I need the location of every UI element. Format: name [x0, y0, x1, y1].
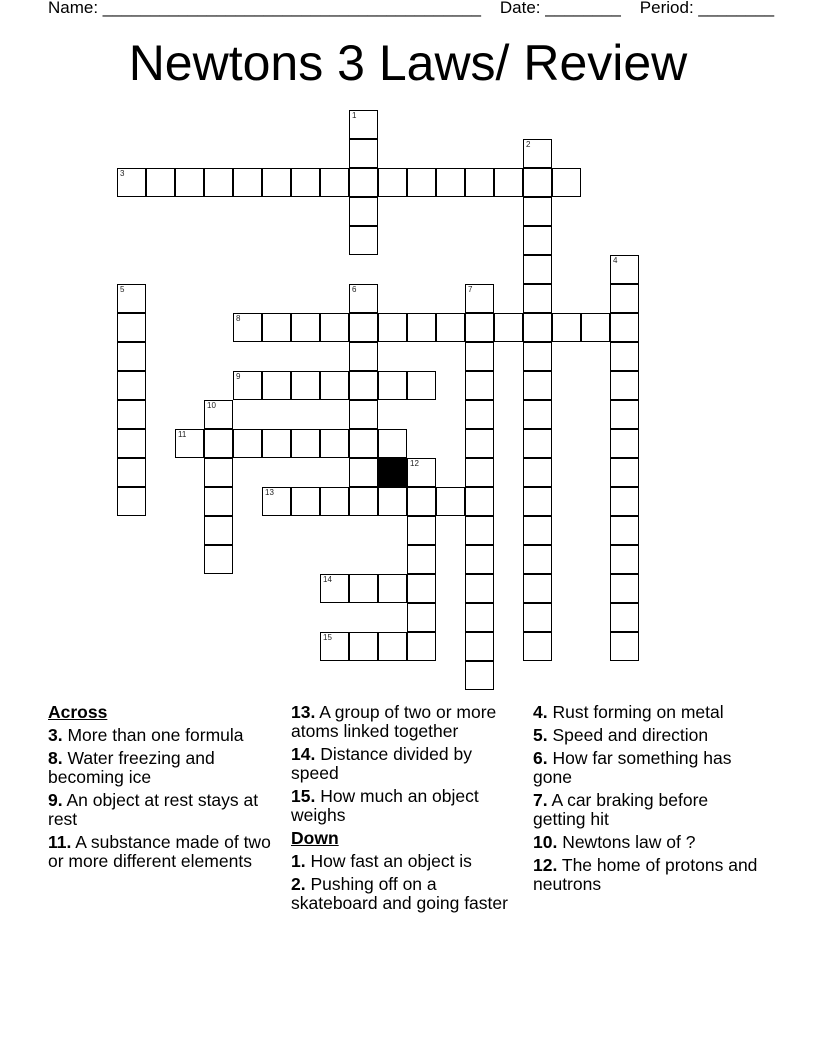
- crossword-cell[interactable]: [465, 574, 494, 603]
- clue-text: Distance divided by speed: [291, 744, 472, 783]
- crossword-cell[interactable]: [349, 487, 378, 516]
- crossword-cell[interactable]: [523, 197, 552, 226]
- crossword-cell[interactable]: [349, 400, 378, 429]
- crossword-cell[interactable]: [407, 516, 436, 545]
- clue-number: 6.: [533, 748, 548, 768]
- clue-text: How much an object weighs: [291, 786, 479, 825]
- crossword-cell[interactable]: [204, 487, 233, 516]
- crossword-cell[interactable]: [262, 313, 291, 342]
- clue-text: How far something has gone: [533, 748, 732, 787]
- crossword-cell[interactable]: [610, 429, 639, 458]
- crossword-cell[interactable]: [523, 458, 552, 487]
- crossword-cell[interactable]: [320, 371, 349, 400]
- clue-number-label: 10: [207, 401, 216, 410]
- crossword-cell[interactable]: [233, 429, 262, 458]
- clue-down-2: [291, 875, 521, 913]
- clue-number: 15.: [291, 786, 316, 806]
- crossword-cell[interactable]: [320, 168, 349, 197]
- crossword-cell[interactable]: [465, 487, 494, 516]
- crossword-cell[interactable]: [407, 458, 436, 487]
- crossword-cell[interactable]: [320, 574, 349, 603]
- crossword-cell[interactable]: [117, 400, 146, 429]
- crossword-cell[interactable]: [117, 313, 146, 342]
- clue-number: 14.: [291, 744, 316, 764]
- clue-across-13: [291, 703, 521, 741]
- clue-down-5: [533, 726, 763, 745]
- crossword-cell[interactable]: [465, 661, 494, 690]
- clue-across-11: [48, 833, 278, 871]
- crossword-cell[interactable]: [349, 110, 378, 139]
- crossword-cell[interactable]: [117, 168, 146, 197]
- crossword-cell[interactable]: [117, 487, 146, 516]
- crossword-cell[interactable]: [378, 632, 407, 661]
- crossword-cell[interactable]: [523, 632, 552, 661]
- clue-text: More than one formula: [62, 725, 244, 745]
- crossword-cell[interactable]: [204, 429, 233, 458]
- page-title: Newtons 3 Laws/ Review: [128, 35, 688, 91]
- crossword-cell[interactable]: [494, 313, 523, 342]
- crossword-cell[interactable]: [465, 603, 494, 632]
- crossword-cell[interactable]: [175, 168, 204, 197]
- crossword-cell[interactable]: [117, 284, 146, 313]
- clue-number-label: 8: [236, 314, 241, 323]
- crossword-cell[interactable]: [349, 632, 378, 661]
- clue-number-label: 4: [613, 256, 618, 265]
- crossword-cell[interactable]: [117, 342, 146, 371]
- crossword-cell[interactable]: [610, 603, 639, 632]
- crossword-cell[interactable]: [523, 400, 552, 429]
- date-field-label: Date: ________: [499, 0, 621, 17]
- crossword-cell[interactable]: [523, 168, 552, 197]
- clue-text: The home of protons and neutrons: [533, 855, 758, 894]
- crossword-cell[interactable]: [117, 429, 146, 458]
- crossword-cell[interactable]: [349, 342, 378, 371]
- crossword-cell[interactable]: [407, 168, 436, 197]
- crossword-cell[interactable]: [117, 458, 146, 487]
- across-heading: Across: [48, 702, 108, 722]
- crossword-cell[interactable]: [610, 574, 639, 603]
- crossword-cell[interactable]: [262, 371, 291, 400]
- clue-number: 10.: [533, 832, 558, 852]
- clue-text: Pushing off on a skateboard and going faster: [291, 874, 508, 913]
- crossword-cell[interactable]: [465, 313, 494, 342]
- crossword-cell[interactable]: [465, 400, 494, 429]
- crossword-cell[interactable]: [610, 458, 639, 487]
- crossword-cell[interactable]: [465, 371, 494, 400]
- crossword-cell[interactable]: [204, 400, 233, 429]
- down-heading: Down: [291, 828, 339, 848]
- clue-text: A group of two or more atoms linked together: [291, 702, 497, 741]
- crossword-cell[interactable]: [349, 226, 378, 255]
- crossword-cell[interactable]: [378, 429, 407, 458]
- clue-number-label: 11: [178, 430, 187, 439]
- crossword-cell[interactable]: [523, 429, 552, 458]
- crossword-cell[interactable]: [494, 168, 523, 197]
- crossword-cell[interactable]: [407, 632, 436, 661]
- crossword-cell[interactable]: [378, 371, 407, 400]
- crossword-cell[interactable]: [610, 313, 639, 342]
- clue-text: Water freezing and becoming ice: [48, 748, 215, 787]
- crossword-cell[interactable]: [610, 487, 639, 516]
- crossword-cell[interactable]: [233, 313, 262, 342]
- crossword-cell[interactable]: [523, 139, 552, 168]
- clue-number: 3.: [48, 725, 63, 745]
- crossword-cell[interactable]: [233, 371, 262, 400]
- crossword-cell[interactable]: [436, 313, 465, 342]
- crossword-cell[interactable]: [407, 545, 436, 574]
- crossword-cell[interactable]: [349, 574, 378, 603]
- crossword-cell[interactable]: [465, 168, 494, 197]
- crossword-cell[interactable]: [349, 458, 378, 487]
- crossword-cell[interactable]: [523, 574, 552, 603]
- crossword-cell[interactable]: [407, 487, 436, 516]
- crossword-cell[interactable]: [291, 429, 320, 458]
- clue-number: 8.: [48, 748, 63, 768]
- crossword-cell[interactable]: [523, 255, 552, 284]
- crossword-cell[interactable]: [320, 313, 349, 342]
- clue-number-label: 15: [323, 633, 332, 642]
- crossword-cell[interactable]: [465, 516, 494, 545]
- clue-number-label: 9: [236, 372, 241, 381]
- crossword-cell[interactable]: [320, 429, 349, 458]
- clue-number: 1.: [291, 851, 306, 871]
- crossword-cell[interactable]: [407, 574, 436, 603]
- crossword-cell[interactable]: [610, 400, 639, 429]
- black-cell: [378, 458, 407, 487]
- crossword-cell[interactable]: [291, 168, 320, 197]
- crossword-cell[interactable]: [523, 545, 552, 574]
- crossword-cell[interactable]: [610, 284, 639, 313]
- clue-number: 13.: [291, 702, 316, 722]
- clue-number: 2.: [291, 874, 306, 894]
- crossword-cell[interactable]: [320, 487, 349, 516]
- crossword-cell[interactable]: [349, 168, 378, 197]
- crossword-cell[interactable]: [610, 371, 639, 400]
- crossword-cell[interactable]: [349, 197, 378, 226]
- crossword-cell[interactable]: [552, 313, 581, 342]
- clue-text: An object at rest stays at rest: [48, 790, 259, 829]
- crossword-cell[interactable]: [146, 168, 175, 197]
- crossword-cell[interactable]: [465, 284, 494, 313]
- crossword-cell[interactable]: [610, 545, 639, 574]
- crossword-cell[interactable]: [349, 371, 378, 400]
- clues-column-1: [48, 703, 278, 875]
- crossword-cell[interactable]: [175, 429, 204, 458]
- clue-number-label: 7: [468, 285, 473, 294]
- clue-number-label: 6: [352, 285, 357, 294]
- crossword-cell[interactable]: [610, 342, 639, 371]
- clue-text: Speed and direction: [547, 725, 709, 745]
- clue-number: 12.: [533, 855, 558, 875]
- crossword-cell[interactable]: [262, 168, 291, 197]
- crossword-cell[interactable]: [610, 255, 639, 284]
- crossword-cell[interactable]: [465, 429, 494, 458]
- crossword-cell[interactable]: [262, 429, 291, 458]
- clue-across-3: [48, 726, 278, 745]
- clue-number: 9.: [48, 790, 63, 810]
- crossword-cell[interactable]: [291, 313, 320, 342]
- clue-text: A car braking before getting hit: [533, 790, 709, 829]
- crossword-cell[interactable]: [117, 371, 146, 400]
- crossword-cell[interactable]: [204, 458, 233, 487]
- crossword-cell[interactable]: [378, 487, 407, 516]
- clue-text: Newtons law of ?: [557, 832, 696, 852]
- crossword-cell[interactable]: [407, 371, 436, 400]
- crossword-cell[interactable]: [233, 168, 262, 197]
- clue-across-14: [291, 745, 521, 783]
- clue-down-12: [533, 856, 763, 894]
- clue-number: 5.: [533, 725, 548, 745]
- clue-text: Rust forming on metal: [547, 702, 724, 722]
- clue-number-label: 13: [265, 488, 274, 497]
- crossword-cell[interactable]: [320, 632, 349, 661]
- crossword-cell[interactable]: [349, 284, 378, 313]
- crossword-cell[interactable]: [465, 342, 494, 371]
- clue-across-15: [291, 787, 521, 825]
- crossword-cell[interactable]: [291, 371, 320, 400]
- crossword-cell[interactable]: [436, 487, 465, 516]
- crossword-cell[interactable]: [552, 168, 581, 197]
- crossword-cell[interactable]: [436, 168, 465, 197]
- clue-down-10: [533, 833, 763, 852]
- crossword-cell[interactable]: [523, 342, 552, 371]
- crossword-cell[interactable]: [407, 313, 436, 342]
- clue-number: 11.: [48, 832, 72, 852]
- clue-across-8: [48, 749, 278, 787]
- clue-number-label: 12: [410, 459, 419, 468]
- clue-number: 7.: [533, 790, 548, 810]
- clue-text: How fast an object is: [305, 851, 472, 871]
- clue-number-label: 3: [120, 169, 125, 178]
- clues-column-2: [291, 703, 521, 917]
- clue-down-1: [291, 852, 521, 871]
- crossword-cell[interactable]: [378, 313, 407, 342]
- crossword-cell[interactable]: [581, 313, 610, 342]
- crossword-cell[interactable]: [349, 139, 378, 168]
- clues-column-3: [533, 703, 763, 898]
- clue-number-label: 2: [526, 140, 531, 149]
- crossword-cell[interactable]: [523, 226, 552, 255]
- clue-across-9: [48, 791, 278, 829]
- clue-down-4: [533, 703, 763, 722]
- clue-number: 4.: [533, 702, 548, 722]
- crossword-cell[interactable]: [291, 487, 320, 516]
- clue-number-label: 5: [120, 285, 125, 294]
- crossword-cell[interactable]: [407, 603, 436, 632]
- name-field-label: Name: ________________________________________: [48, 0, 481, 17]
- clue-number-label: 14: [323, 575, 332, 584]
- period-field-label: Period: ________: [639, 0, 775, 17]
- crossword-cell[interactable]: [523, 371, 552, 400]
- crossword-cell[interactable]: [262, 487, 291, 516]
- crossword-cell[interactable]: [465, 632, 494, 661]
- clue-down-6: [533, 749, 763, 787]
- crossword-cell[interactable]: [349, 313, 378, 342]
- crossword-cell[interactable]: [465, 458, 494, 487]
- crossword-cell[interactable]: [523, 516, 552, 545]
- crossword-cell[interactable]: [523, 313, 552, 342]
- crossword-cell[interactable]: [610, 632, 639, 661]
- crossword-cell[interactable]: [378, 168, 407, 197]
- clue-text: A substance made of two or more different elements: [48, 832, 271, 871]
- crossword-cell[interactable]: [610, 516, 639, 545]
- clue-number-label: 1: [352, 111, 357, 120]
- crossword-cell[interactable]: [465, 545, 494, 574]
- crossword-cell[interactable]: [523, 487, 552, 516]
- crossword-cell[interactable]: [204, 545, 233, 574]
- crossword-cell[interactable]: [523, 284, 552, 313]
- crossword-cell[interactable]: [204, 168, 233, 197]
- crossword-cell[interactable]: [204, 516, 233, 545]
- crossword-cell[interactable]: [349, 429, 378, 458]
- crossword-cell[interactable]: [378, 574, 407, 603]
- clue-down-7: [533, 791, 763, 829]
- crossword-cell[interactable]: [523, 603, 552, 632]
